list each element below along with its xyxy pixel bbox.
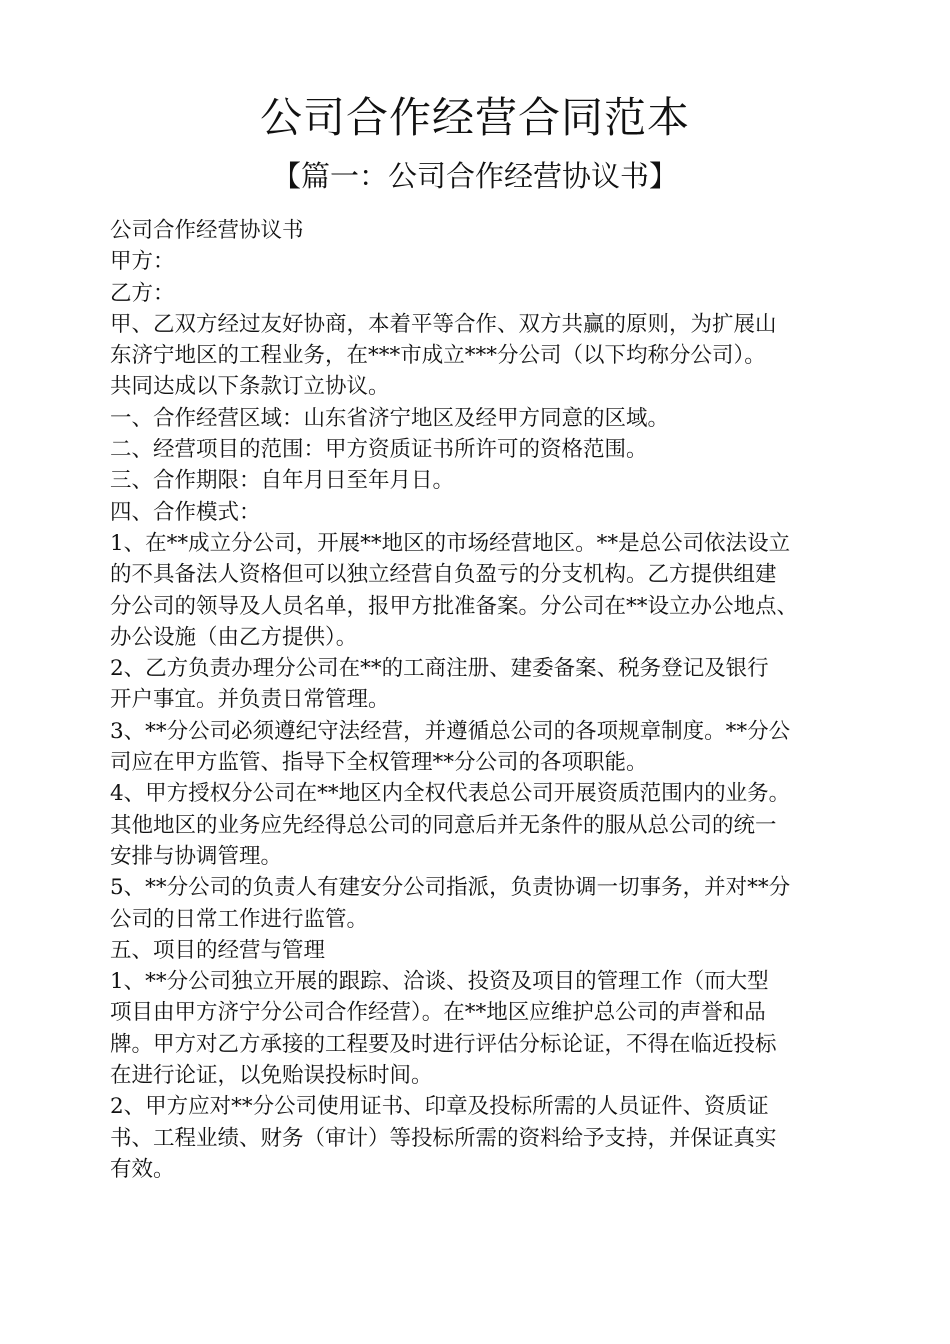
text-line: 二、经营项目的范围：甲方资质证书所许可的资格范围。 <box>110 437 648 463</box>
text-line: 4、甲方授权分公司在**地区内全权代表总公司开展资质范围内的业务。 <box>110 781 791 807</box>
text-line: 在进行论证，以免贻误投标时间。 <box>110 1063 433 1089</box>
text-line: 分公司的领导及人员名单，报甲方批准备案。分公司在**设立办公地点、 <box>110 593 799 619</box>
text-line: 公司合作经营协议书 <box>110 218 304 243</box>
text-line: 5、**分公司的负责人有建安分公司指派，负责协调一切事务，并对**分 <box>110 875 791 901</box>
text-line: 项目由甲方济宁分公司合作经营）。在**地区应维护总公司的声誉和品 <box>110 1000 766 1026</box>
text-line: 四、合作模式： <box>110 499 261 525</box>
text-line: 书、工程业绩、财务（审计）等投标所需的资料给予支持，并保证真实 <box>110 1125 777 1151</box>
text-line: 其他地区的业务应先经得总公司的同意后并无条件的服从总公司的统一 <box>110 812 777 838</box>
document-body <box>110 215 850 1185</box>
text-line: 的不具备法人资格但可以独立经营自负盈亏的分支机构。乙方提供组建 <box>110 562 777 588</box>
text-line: 三、合作期限：自年月日至年月日。 <box>110 468 455 494</box>
text-line: 东济宁地区的工程业务，在***市成立***分公司（以下均称分公司）。 <box>110 343 766 369</box>
text-line: 安排与协调管理。 <box>110 843 283 869</box>
text-line: 1、在**成立分公司，开展**地区的市场经营地区。**是总公司依法设立 <box>110 530 791 556</box>
text-line: 3、**分公司必须遵纪守法经营，并遵循总公司的各项规章制度。**分公 <box>110 718 791 744</box>
text-line: 乙方： <box>110 280 175 306</box>
text-line: 一、合作经营区域：山东省济宁地区及经甲方同意的区域。 <box>110 405 670 431</box>
text-line: 2、甲方应对**分公司使用证书、印章及投标所需的人员证件、资质证 <box>110 1094 769 1120</box>
text-line: 五、项目的经营与管理 <box>110 937 326 963</box>
text-line: 公司的日常工作进行监管。 <box>110 906 369 932</box>
text-line: 有效。 <box>110 1156 175 1182</box>
text-line: 1、**分公司独立开展的跟踪、洽谈、投资及项目的管理工作（而大型 <box>110 969 769 995</box>
document-title: 公司合作经营合同范本 <box>259 93 690 142</box>
document-subtitle: 【篇一：公司合作经营协议书】 <box>271 159 678 193</box>
text-line: 共同达成以下条款订立协议。 <box>110 374 390 400</box>
text-line: 甲、乙双方经过友好协商，本着平等合作、双方共赢的原则，为扩展山 <box>110 311 777 337</box>
text-line: 甲方： <box>110 249 175 275</box>
text-line: 牌。甲方对乙方承接的工程要及时进行评估分标论证，不得在临近投标 <box>110 1031 777 1057</box>
text-line: 2、乙方负责办理分公司在**的工商注册、建委备案、税务登记及银行 <box>110 656 769 682</box>
text-line: 开户事宜。并负责日常管理。 <box>110 687 390 713</box>
text-line: 司应在甲方监管、指导下全权管理**分公司的各项职能。 <box>110 750 648 776</box>
text-line: 办公设施（由乙方提供）。 <box>110 624 358 650</box>
